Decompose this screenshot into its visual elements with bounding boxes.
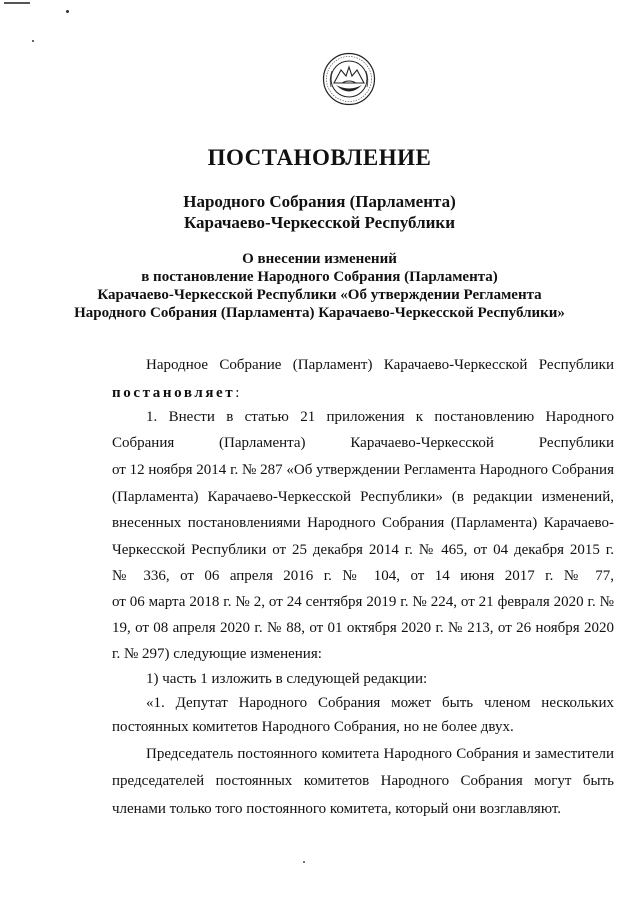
scan-speck (66, 10, 69, 13)
resolves-word (112, 385, 239, 402)
paragraph-line: Председатель постоянного комитета Народного Собрания и заместители (146, 746, 614, 762)
item1-line: (Парламента) Карачаево-Черкесской Республики» (в редакции изменений, (112, 489, 614, 505)
item1-line: 19, от 08 апреля 2020 г. № 88, от 01 октября 2020 г. № 213, от 26 ноября 2020 (112, 620, 614, 636)
item1-line: 1. Внести в статью 21 приложения к постановлению Народного (146, 409, 614, 425)
subject-line-3: Карачаево-Черкесской Республики «Об утверждении Регламента (97, 287, 542, 303)
item1-line: от 06 марта 2018 г. № 2, от 24 сентября 2019 г. № 224, от 21 февраля 2020 г. № (112, 594, 614, 610)
item1-line: Черкесской Республики от 25 декабря 2014 г. № 465, от 04 декабря 2015 г. (112, 542, 614, 558)
item1-line: внесенных постановлениями Народного Собрания (Парламента) Карачаево- (112, 515, 614, 531)
item1-line: от 12 ноября 2014 г. № 287 «Об утверждении Регламента Народного Собрания (112, 462, 614, 478)
scan-speck (4, 2, 30, 4)
subject-line-4: Народного Собрания (Парламента) Карачаево-Черкесской Республики» (74, 305, 565, 321)
item1-line: Собрания (Парламента) Карачаево-Черкесской Республики (112, 435, 614, 451)
scan-speck (32, 40, 34, 42)
paragraph-line: членами только того постоянного комитета, который они возглавляют. (112, 801, 562, 817)
document-title: ПОСТАНОВЛЕНИЕ (207, 145, 432, 170)
paragraph-line: председателей постоянных комитетов Народного Собрания могут быть (112, 773, 614, 789)
quote-line: «1. Депутат Народного Собрания может быть членом нескольких (146, 695, 614, 711)
preamble-text: Народное Собрание (Парламент) Карачаево-Черкесской Республики (146, 357, 614, 373)
coat-of-arms-emblem (322, 52, 376, 106)
scan-speck (303, 861, 305, 863)
issuer-line-2: Карачаево-Черкесской Республики (183, 213, 456, 232)
issuer-line-1: Народного Собрания (Парламента) (183, 192, 456, 211)
subject-line-2: в постановление Народного Собрания (Парламента) (141, 269, 498, 285)
resolves-text: постановляет (112, 385, 236, 401)
item1-line: № 336, от 06 апреля 2016 г. № 104, от 14 июня 2017 г. № 77, (112, 568, 614, 584)
quote-line: постоянных комитетов Народного Собрания, но не более двух. (112, 719, 514, 735)
subject-line-1: О внесении изменений (242, 251, 397, 267)
resolves-colon: : (235, 385, 240, 401)
subitem-1-text: 1) часть 1 изложить в следующей редакции: (146, 671, 428, 687)
item1-line: г. № 297) следующие изменения: (112, 646, 322, 662)
